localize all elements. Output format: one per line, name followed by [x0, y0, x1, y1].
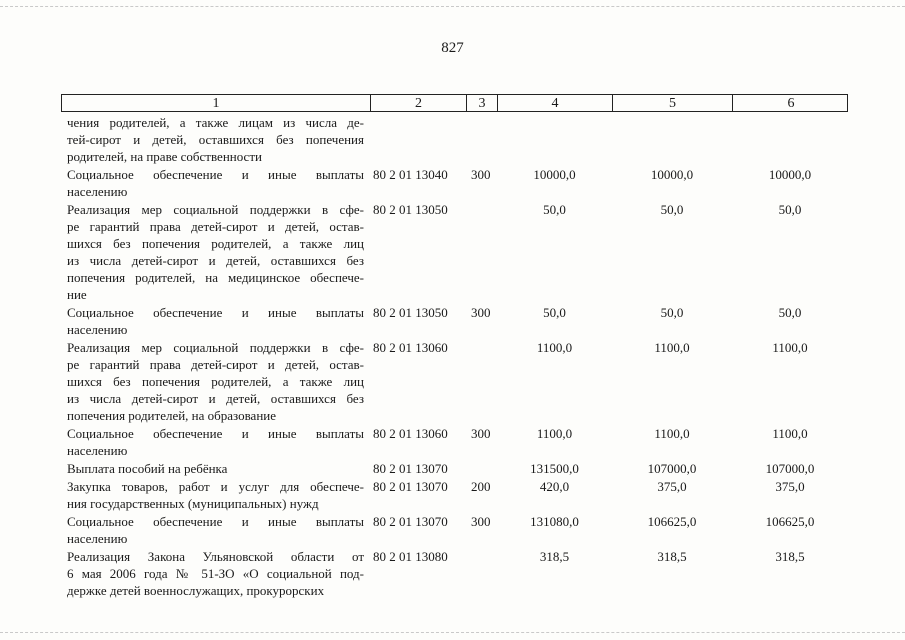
- row-value-col4: 50,0: [543, 202, 566, 217]
- header-col-6: 6: [787, 96, 795, 111]
- row-value-col6: 107000,0: [765, 461, 815, 476]
- table-row: [61, 114, 848, 165]
- row-value-col4: 420,0: [539, 479, 570, 494]
- header-col-5: 5: [613, 95, 733, 111]
- row-value-col5: 318,5: [657, 549, 687, 564]
- row-value-col5: 50,0: [660, 305, 684, 320]
- row-value-col4: 318,5: [539, 549, 570, 564]
- row-value-col4: 10000,0: [533, 167, 576, 182]
- description-line: Реализация Закона Ульяновской области от: [67, 549, 364, 564]
- row-value-col6: 106625,0: [765, 514, 815, 529]
- description-line: ния государственных (муниципальных) нужд: [67, 496, 319, 511]
- description-line: ре гарантий права детей-сирот и детей, остав-: [67, 219, 364, 234]
- row-description: [67, 513, 364, 547]
- description-line: Выплата пособий на ребёнка: [67, 461, 228, 476]
- row-description: [67, 166, 364, 200]
- row-expense-type: 300: [471, 514, 491, 529]
- header-col-2: 2: [371, 95, 467, 111]
- row-expense-type: 300: [471, 426, 491, 441]
- description-line: Закупка товаров, работ и услуг для обеспече-: [67, 479, 364, 494]
- row-description: [67, 114, 364, 165]
- description-line: держке детей военнослужащих, прокурорских: [67, 583, 325, 598]
- table-row: [61, 548, 848, 599]
- table-row: [61, 513, 848, 547]
- row-value-col6: 1100,0: [772, 426, 808, 441]
- table-row: [61, 304, 848, 338]
- row-description: [67, 201, 364, 303]
- table-row: [61, 425, 848, 459]
- description-line: Реализация мер социальной поддержки в сфе-: [67, 340, 364, 355]
- description-line: Реализация мер социальной поддержки в сфе-: [67, 202, 364, 217]
- description-line: попечения родителей, на медицинское обеспече-: [67, 270, 364, 285]
- row-description: [67, 339, 364, 424]
- row-code: 80 2 01 13070: [373, 514, 448, 529]
- description-line: Социальное обеспечение и иные выплаты: [67, 514, 364, 529]
- description-line: ре гарантий права детей-сирот и детей, остав-: [67, 357, 364, 372]
- row-value-col5: 50,0: [660, 202, 684, 217]
- row-value-col6: 375,0: [775, 479, 805, 494]
- row-code: 80 2 01 13040: [373, 167, 448, 182]
- description-line: тей-сирот и детей, оставшихся без попечения: [67, 132, 364, 147]
- table-header: [61, 94, 848, 112]
- row-value-col5: 1100,0: [654, 426, 690, 441]
- row-description: [67, 478, 364, 512]
- row-value-col5: 1100,0: [654, 340, 690, 355]
- table-row: [61, 460, 848, 477]
- table-row: [61, 166, 848, 200]
- description-line: из числа детей-сирот и детей, оставшихся без: [67, 253, 364, 268]
- table-row: [61, 339, 848, 424]
- row-value-col6: 318,5: [775, 549, 805, 564]
- description-line: чения родителей, а также лицам из числа де-: [67, 115, 364, 130]
- page-number: 827: [441, 40, 464, 56]
- row-value-col6: 50,0: [778, 202, 802, 217]
- description-line: Социальное обеспечение и иные выплаты: [67, 426, 364, 441]
- table-row: [61, 201, 848, 303]
- description-line: попечения родителей, на образование: [67, 408, 277, 423]
- row-code: 80 2 01 13060: [373, 340, 448, 355]
- row-value-col4: 1100,0: [536, 340, 573, 355]
- description-line: ние: [67, 287, 87, 302]
- row-value-col6: 10000,0: [768, 167, 812, 182]
- row-value-col4: 131080,0: [530, 514, 579, 529]
- row-value-col5: 107000,0: [647, 461, 697, 476]
- row-value-col6: 1100,0: [772, 340, 808, 355]
- table-row: [61, 478, 848, 512]
- scan-top-edge: [0, 6, 905, 7]
- row-expense-type: 200: [471, 479, 491, 494]
- description-line: населению: [67, 531, 128, 546]
- row-value-col4: 131500,0: [530, 461, 579, 476]
- row-value-col5: 375,0: [657, 479, 687, 494]
- header-col-3: 3: [467, 95, 498, 111]
- row-description: [67, 460, 364, 477]
- row-value-col5: 10000,0: [650, 167, 694, 182]
- header-col-1: 1: [62, 95, 371, 111]
- description-line: населению: [67, 443, 128, 458]
- scan-bottom-edge: [0, 632, 905, 633]
- row-code: 80 2 01 13080: [373, 549, 448, 564]
- row-description: [67, 548, 364, 599]
- row-value-col4: 50,0: [543, 305, 566, 320]
- row-value-col4: 1100,0: [536, 426, 573, 441]
- header-col-4: 4: [498, 95, 613, 111]
- description-line: шихся без попечения родителей, а также лиц: [67, 236, 364, 251]
- description-line: Социальное обеспечение и иные выплаты: [67, 305, 364, 320]
- row-code: 80 2 01 13050: [373, 305, 448, 320]
- description-line: Социальное обеспечение и иные выплаты: [67, 167, 364, 182]
- description-line: из числа детей-сирот и детей, оставшихся без: [67, 391, 364, 406]
- row-value-col5: 106625,0: [647, 514, 697, 529]
- row-description: [67, 304, 364, 338]
- row-description: [67, 425, 364, 459]
- row-code: 80 2 01 13060: [373, 426, 448, 441]
- description-line: шихся без попечения родителей, а также лиц: [67, 374, 364, 389]
- row-code: 80 2 01 13050: [373, 202, 448, 217]
- row-code: 80 2 01 13070: [373, 461, 448, 476]
- row-expense-type: 300: [471, 305, 491, 320]
- description-line: населению: [67, 184, 128, 199]
- row-value-col6: 50,0: [778, 305, 802, 320]
- row-code: 80 2 01 13070: [373, 479, 448, 494]
- description-line: родителей, на праве собственности: [67, 149, 262, 164]
- row-expense-type: 300: [471, 167, 491, 182]
- description-line: населению: [67, 322, 128, 337]
- description-line: 6 мая 2006 года № 51-ЗО «О социальной под-: [67, 566, 364, 581]
